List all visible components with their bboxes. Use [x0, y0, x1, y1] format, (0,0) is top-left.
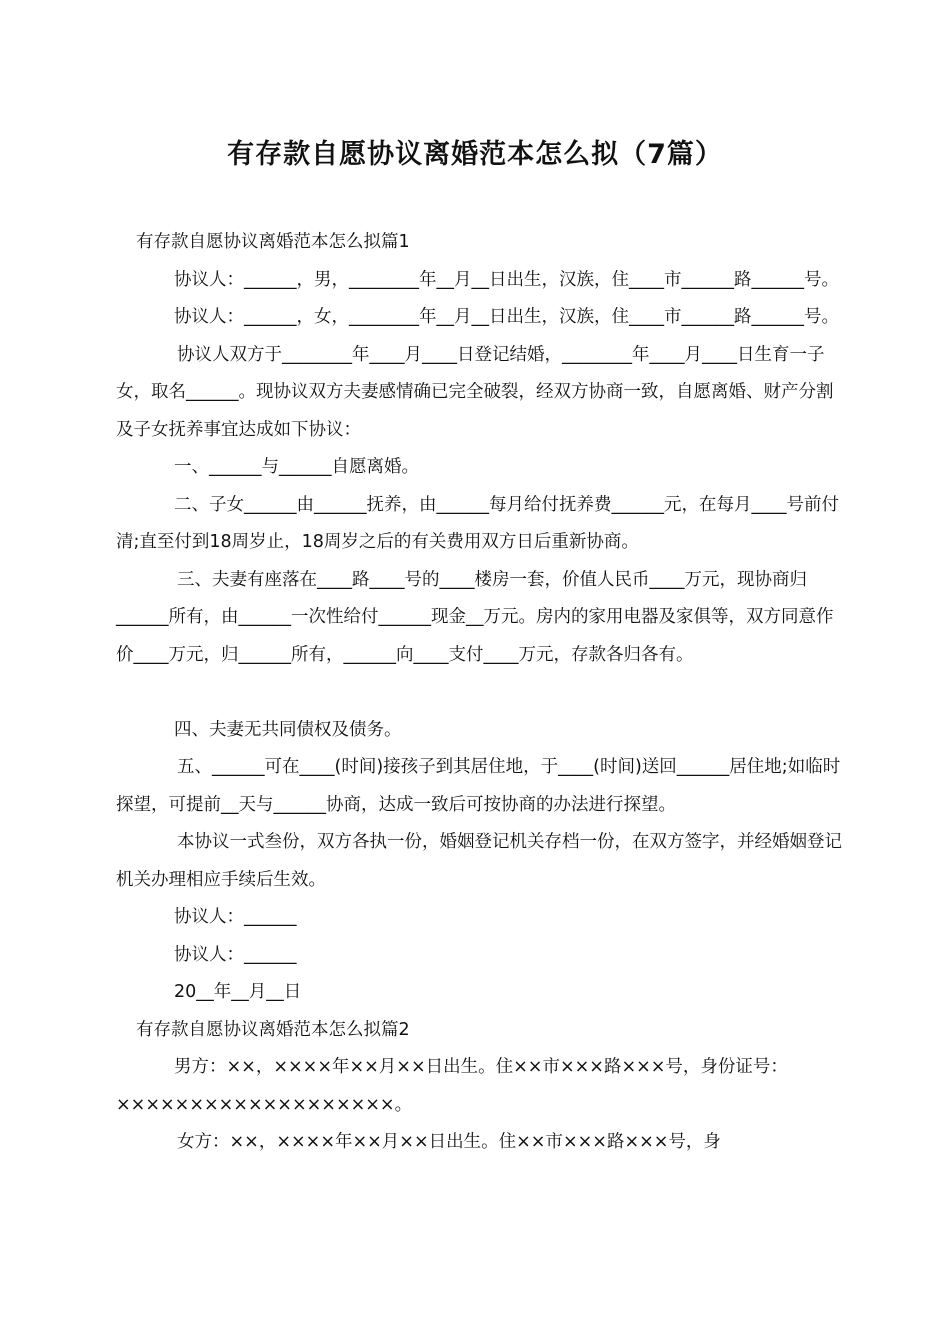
- paragraph-effect: 本协议一式叁份，双方各执一份，婚姻登记机关存档一份，在双方签字，并经婚姻登记机关办理相应手续后生效。: [116, 832, 842, 890]
- paragraph-party-1: 协议人：______，男，________年__月__日出生，汉族，住____市______路______号。: [174, 269, 839, 290]
- paragraph-party-2: 协议人：______，女，________年__月__日出生，汉族，住____市______路______号。: [174, 307, 839, 327]
- paragraph-female: 女方：××，××××年××月××日出生。住××市×××路×××号，身: [177, 1132, 721, 1152]
- signature-party-2: 协议人：______: [174, 944, 297, 965]
- section-heading-1: 有存款自愿协议离婚范本怎么拟篇1: [136, 232, 410, 252]
- paragraph-clause-1: 一、______与______自愿离婚。: [174, 457, 419, 477]
- signature-party-1: 协议人：______: [174, 907, 297, 927]
- signature-date: 20__年__月__日: [174, 982, 302, 1002]
- paragraph-male: 男方：××，××××年××月××日出生。住××市×××路×××号，身份证号：×××××××××××××××××××。: [116, 1057, 788, 1115]
- paragraph-clause-5: 五、______可在____(时间)接孩子到其居住地，于____(时间)送回______居住地;如临时探望，可提前__天与______协商，达成一致后可按协商的办法进行探望。: [116, 757, 841, 815]
- section-heading-2: 有存款自愿协议离婚范本怎么拟篇2: [136, 1019, 410, 1040]
- document-title: 有存款自愿协议离婚范本怎么拟（7篇）: [227, 139, 723, 170]
- paragraph-marriage: 协议人双方于________年____月____日登记结婚，________年____月____日生育一子女，取名______。现协议双方夫妻感情确已完全破裂，经双方协商一致，自愿离婚、财产分割及子女抚养事宜达成如下协议：: [116, 344, 834, 440]
- paragraph-clause-4: 四、夫妻无共同债权及债务。: [174, 719, 402, 740]
- paragraph-clause-2: 二、子女______由______抚养，由______每月给付抚养费______元，在每月____号前付清;直至付到18周岁止，18周岁之后的有关费用双方日后重新协商。: [116, 494, 839, 552]
- document-body: [116, 224, 846, 1162]
- paragraph-clause-3: 三、夫妻有座落在____路____号的____楼房一套，价值人民币____万元，现协商归______所有，由______一次性给付______现金__万元。房内的家用电器及家俱等，双方同意作价____万元，归______所有，______向____支付____万元，存款各归各有。: [116, 569, 834, 665]
- blank-line: [116, 674, 846, 712]
